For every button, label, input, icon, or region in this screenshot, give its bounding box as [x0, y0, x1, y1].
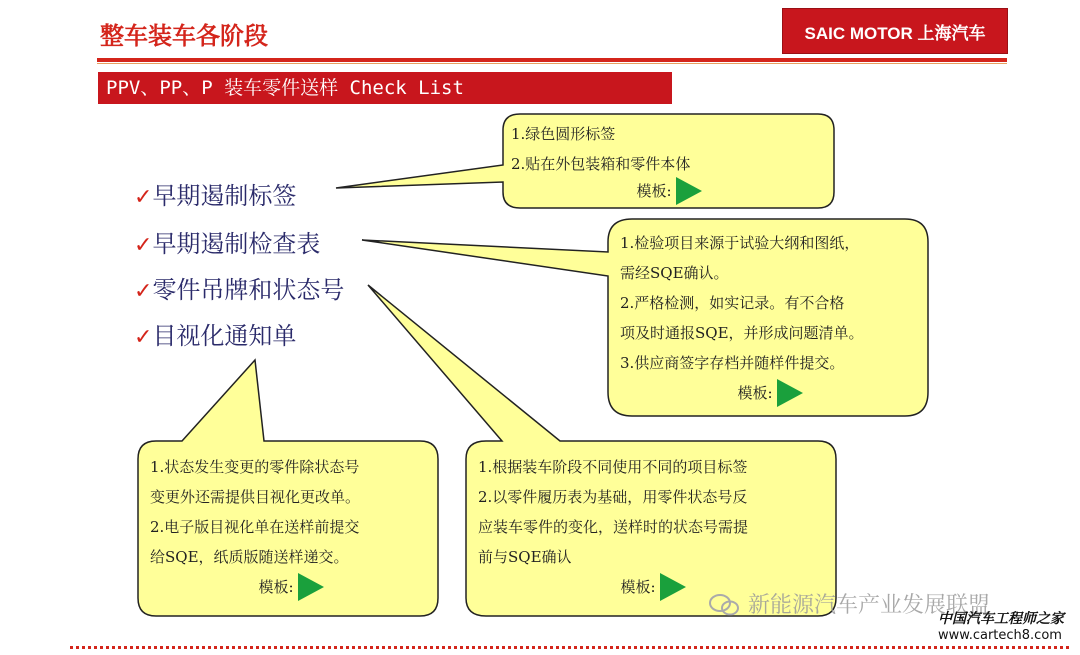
callout-line: 2.贴在外包装箱和零件本体: [511, 155, 691, 173]
brand-logo: SAIC MOTOR 上海汽车: [782, 8, 1008, 54]
bullet-label: 目视化通知单: [152, 322, 297, 350]
callout-line: 1.根据装车阶段不同使用不同的项目标签: [478, 458, 748, 476]
site-url: www.cartech8.com: [938, 628, 1062, 643]
page-title: 整车装车各阶段: [100, 22, 268, 50]
bullet-label: 早期遏制标签: [152, 182, 297, 210]
list-item: [134, 224, 320, 259]
callout-visual-text: [150, 452, 432, 602]
bullet-label: 零件吊牌和状态号: [152, 276, 345, 304]
callout-line: 项及时通报SQE，并形成问题清单。: [620, 324, 864, 342]
callout-line: 3.供应商签字存档并随样件提交。: [620, 354, 845, 372]
template-link[interactable]: [511, 177, 827, 205]
callout-line: 1.状态发生变更的零件除状态号: [150, 458, 360, 476]
watermark-text: 新能源汽车产业发展联盟: [748, 593, 991, 618]
callout-line: 1.绿色圆形标签: [511, 125, 616, 143]
template-label: 模板:: [620, 578, 656, 596]
footer-divider: [70, 646, 1070, 649]
callout-line: 应装车零件的变化，送样时的状态号需提: [478, 518, 749, 536]
play-icon[interactable]: [298, 573, 324, 601]
callout-line: 2.严格检测，如实记录。有不合格: [620, 294, 845, 312]
template-label: 模板:: [258, 578, 294, 596]
play-icon[interactable]: [676, 177, 702, 205]
callout-line: 2.电子版目视化单在送样前提交: [150, 518, 360, 536]
play-icon[interactable]: [777, 379, 803, 407]
callout-line: 前与SQE确认: [478, 548, 572, 566]
callout-tag-text: [478, 452, 828, 602]
checkmark-icon: ✓: [134, 279, 153, 304]
bullet-label: 早期遏制检查表: [152, 230, 321, 258]
checkmark-icon: ✓: [134, 185, 153, 210]
callout-line: 1.检验项目来源于试验大纲和图纸，: [620, 234, 860, 252]
list-item: [134, 316, 296, 351]
template-link[interactable]: [620, 378, 920, 408]
site-name: 中国汽车工程师之家: [938, 611, 1064, 627]
template-link[interactable]: [150, 572, 432, 602]
play-icon[interactable]: [660, 573, 686, 601]
checkmark-icon: ✓: [134, 325, 153, 350]
wechat-icon: [708, 592, 740, 618]
section-title-bar: PPV、PP、P 装车零件送样 Check List: [98, 72, 672, 104]
callout-line: 变更外还需提供目视化更改单。: [150, 488, 361, 506]
callout-line: 2.以零件履历表为基础，用零件状态号反: [478, 488, 748, 506]
callout-line: 需经SQE确认。: [620, 264, 729, 282]
callout-line: 给SQE，纸质版随送样递交。: [150, 548, 349, 566]
callout-label-text: [511, 119, 827, 205]
template-label: 模板:: [636, 182, 672, 200]
list-item: [134, 270, 344, 305]
callout-checklist-text: [620, 228, 920, 408]
list-item: [134, 176, 296, 211]
checkmark-icon: ✓: [134, 233, 153, 258]
template-label: 模板:: [737, 384, 773, 402]
